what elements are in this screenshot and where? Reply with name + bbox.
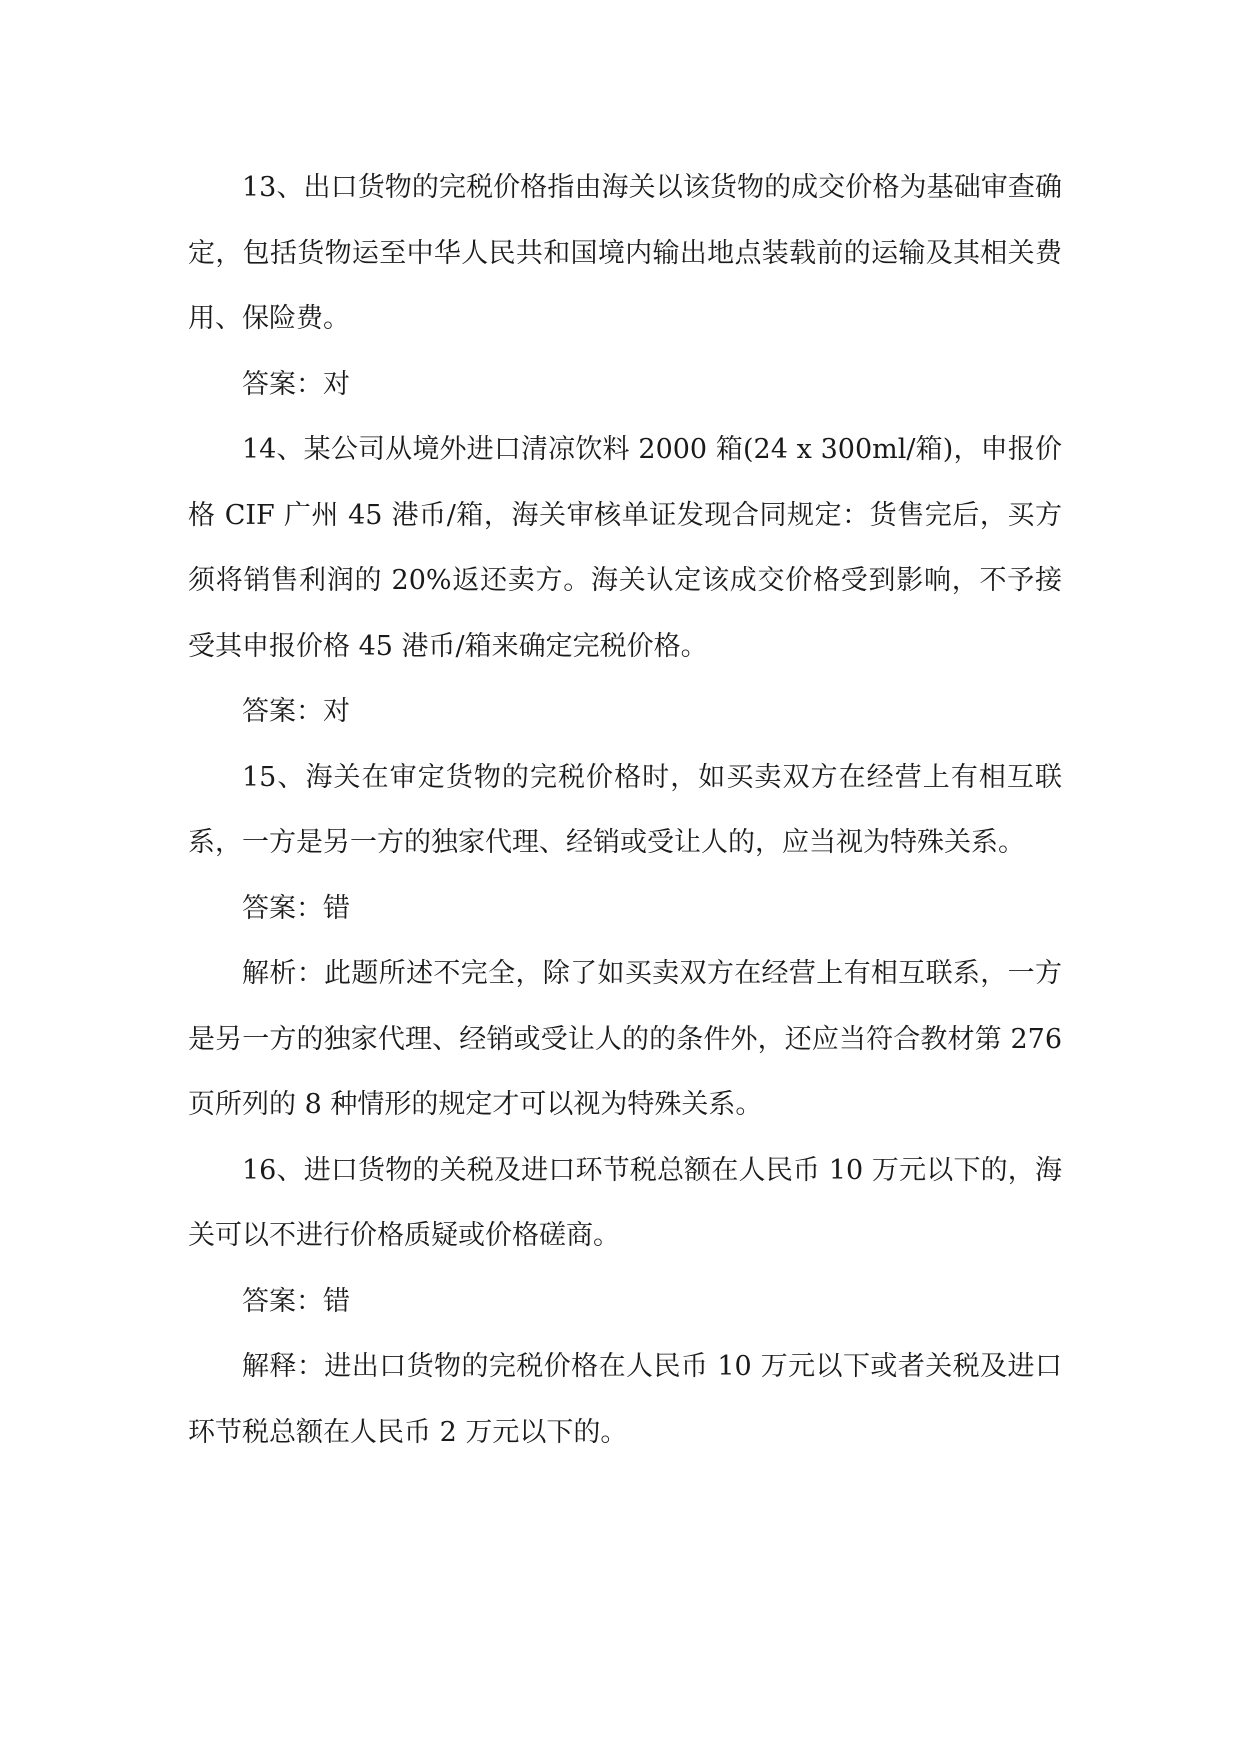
explanation-15: 解析：此题所述不完全，除了如买卖双方在经营上有相互联系，一方是另一方的独家代理、经销或受让人的的条件外，还应当符合教材第 276 页所列的 8 种情形的规定才可以视为特殊关系。 bbox=[188, 958, 1062, 1120]
question-16: 16、进口货物的关税及进口环节税总额在人民币 10 万元以下的，海关可以不进行价格质疑或价格磋商。 bbox=[188, 1154, 1062, 1251]
question-13: 13、出口货物的完税价格指由海关以该货物的成交价格为基础审查确定，包括货物运至中华人民共和国境内输出地点装载前的运输及其相关费用、保险费。 bbox=[188, 172, 1062, 334]
answer-13: 答案：对 bbox=[242, 368, 350, 400]
explanation-16: 解释：进出口货物的完税价格在人民币 10 万元以下或者关税及进口环节税总额在人民币 2 万元以下的。 bbox=[188, 1351, 1062, 1448]
answer-15: 答案：错 bbox=[242, 892, 350, 924]
question-14: 14、某公司从境外进口清凉饮料 2000 箱(24 x 300ml/箱)，申报价格 CIF 广州 45 港币/箱，海关审核单证发现合同规定：货售完后，买方须将销售利润的 20%返还卖方。海关认定该成交价格受到影响，不予接受其申报价格 45 港币/箱来确定完税价格。 bbox=[188, 434, 1062, 662]
document-body bbox=[188, 155, 1062, 1465]
answer-14: 答案：对 bbox=[242, 696, 350, 727]
question-15: 15、海关在审定货物的完税价格时，如买卖双方在经营上有相互联系，一方是另一方的独家代理、经销或受让人的，应当视为特殊关系。 bbox=[188, 761, 1062, 858]
answer-16: 答案：错 bbox=[242, 1285, 350, 1317]
